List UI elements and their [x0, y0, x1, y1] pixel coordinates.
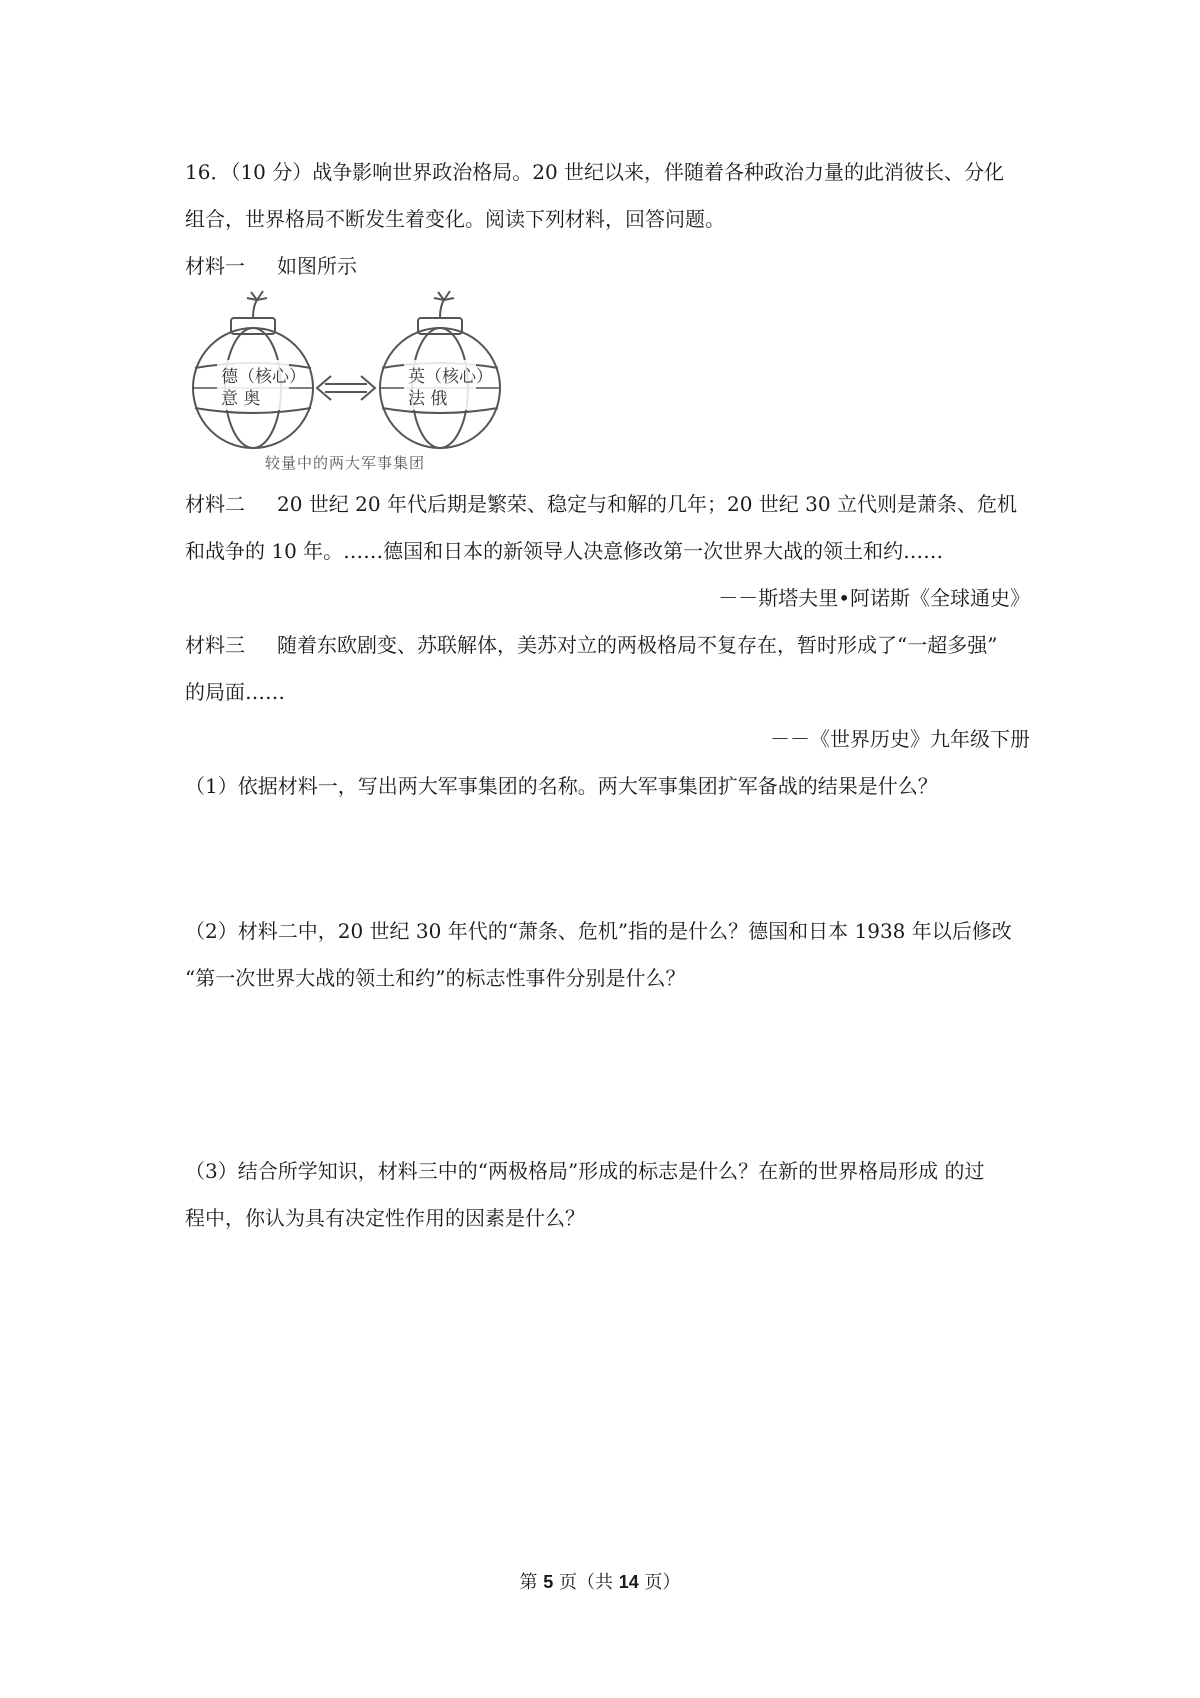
material3-line1 — [185, 630, 1030, 660]
footer-total-pages: 14 — [618, 1572, 639, 1592]
material3-text-line1: 随着东欧剧变、苏联解体，美苏对立的两极格局不复存在，暂时形成了“一超多强” — [277, 633, 998, 657]
page-footer — [0, 1568, 1200, 1594]
footer-middle: 页（共 — [553, 1572, 619, 1593]
material2-source: －－斯塔夫里•阿诺斯《全球通史》 — [718, 586, 1030, 610]
subquestion-2-line1: （2）材料二中，20 世纪 30 年代的“萧条、危机”指的是什么？德国和日本 1938 年以后修改 — [185, 919, 1012, 943]
footer-prefix: 第 — [519, 1572, 544, 1593]
material2-text-line1: 20 世纪 20 年代后期是繁荣、稳定与和解的几年；20 世纪 30 立代则是萧条、危机 — [277, 492, 1017, 516]
right-bloc-core-label: 英（核心） — [408, 367, 493, 387]
material1-heading — [185, 251, 1030, 281]
material2-label: 材料二 — [185, 492, 245, 516]
left-bloc-members-label: 意 奥 — [221, 389, 261, 409]
footer-page-number: 5 — [543, 1572, 554, 1592]
material2-line2: 和战争的 10 年。……德国和日本的新领导人决意修改第一次世界大战的领土和约…… — [185, 539, 944, 563]
subquestion-1: （1）依据材料一，写出两大军事集团的名称。两大军事集团扩军备战的结果是什么？ — [185, 774, 938, 798]
subquestion-3-line1: （3）结合所学知识，材料三中的“两极格局”形成的标志是什么？在新的世界格局形成 的过 — [185, 1159, 985, 1183]
subquestion-2-line2: “第一次世界大战的领土和约”的标志性事件分别是什么？ — [185, 966, 686, 990]
material2-line1 — [185, 489, 1030, 519]
figure-caption: 较量中的两大军事集团 — [265, 454, 426, 472]
right-bloc-members-label: 法 俄 — [408, 389, 448, 409]
material1-text: 如图所示 — [277, 254, 357, 278]
two-bombs-illustration — [185, 288, 525, 478]
left-bloc-core-label: 德（核心） — [221, 367, 306, 387]
footer-suffix: 页） — [638, 1572, 681, 1593]
question-stem-line2: 组合，世界格局不断发生着变化。阅读下列材料，回答问题。 — [185, 207, 725, 231]
subquestion-3-line2: 程中，你认为具有决定性作用的因素是什么？ — [185, 1206, 585, 1230]
military-blocs-figure — [185, 288, 525, 478]
double-arrow-icon — [317, 376, 375, 400]
material3-label: 材料三 — [185, 633, 245, 657]
question-stem-line1: 16．（10 分）战争影响世界政治格局。20 世纪以来，伴随着各种政治力量的此消彼长、分化 — [185, 160, 1005, 184]
material1-label: 材料一 — [185, 254, 245, 278]
material3-line2: 的局面…… — [185, 680, 285, 704]
material3-source: －－《世界历史》九年级下册 — [770, 727, 1030, 751]
